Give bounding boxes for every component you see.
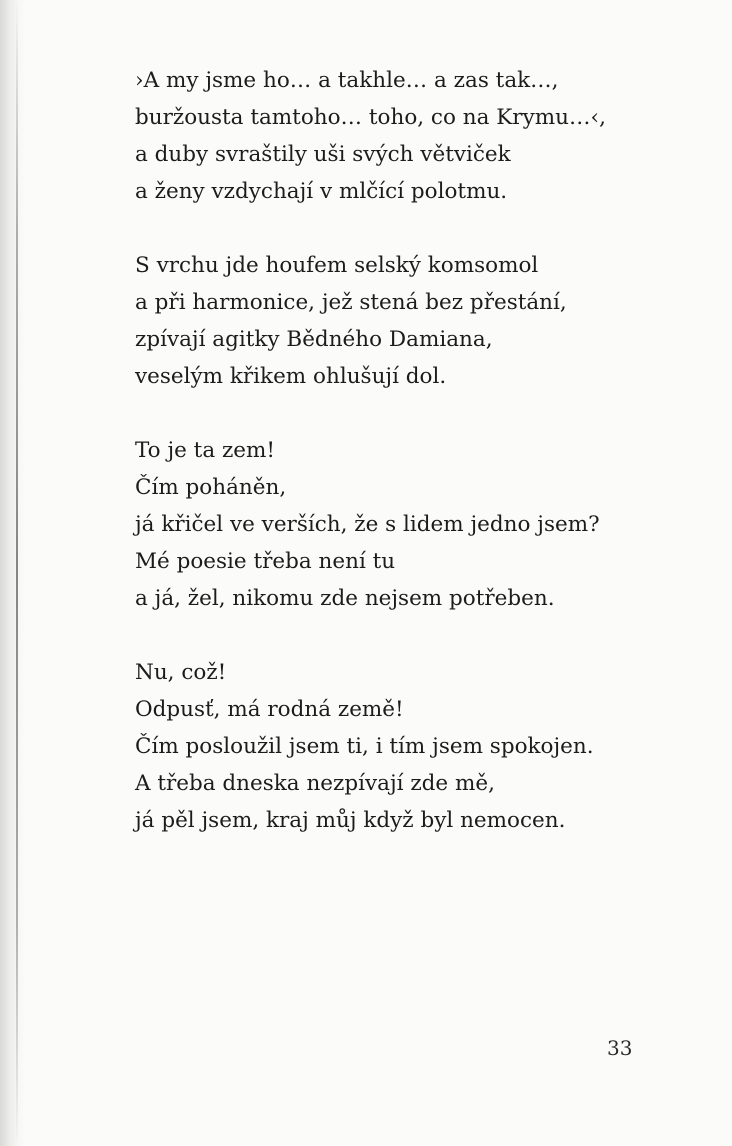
stanza-2 [135, 247, 655, 395]
stanza-4 [135, 654, 655, 839]
poem-line: Nu, což! [135, 660, 227, 685]
poem-line: Čím posloužil jsem ti, i tím jsem spokojen. [135, 734, 594, 759]
poem-line: já pěl jsem, kraj můj když byl nemocen. [135, 808, 566, 833]
poem-line: veselým křikem ohlušují dol. [135, 364, 447, 389]
poem-line: S vrchu jde houfem selský komsomol [135, 253, 539, 278]
page-gutter-shadow [0, 0, 26, 1146]
poem-line: ›A my jsme ho… a takhle… a zas tak…, [135, 68, 559, 93]
poem-line: a při harmonice, jež stená bez přestání, [135, 290, 567, 315]
poem-line: a duby svraštily uši svých větviček [135, 142, 511, 167]
poem-line: Čím poháněn, [135, 475, 287, 500]
poem-line: a já, žel, nikomu zde nejsem potřeben. [135, 586, 555, 611]
poem-line: zpívají agitky Bědného Damiana, [135, 327, 493, 352]
poem-line: To je ta zem! [135, 438, 276, 463]
poem-line: A třeba dneska nezpívají zde mě, [135, 771, 495, 796]
stanza-3 [135, 432, 655, 617]
poem-line: Odpusť, má rodná země! [135, 697, 404, 722]
poem-line: Mé poesie třeba není tu [135, 549, 396, 574]
poem-line: buržousta tamtoho… toho, co na Krymu…‹, [135, 105, 606, 130]
poem-line: já křičel ve verších, že s lidem jedno jsem? [135, 512, 600, 537]
page-edge [16, 0, 18, 1146]
page-number: 33 [607, 1036, 633, 1060]
poem-text [135, 62, 655, 876]
stanza-1 [135, 62, 655, 210]
poem-line: a ženy vzdychají v mlčící polotmu. [135, 179, 508, 204]
